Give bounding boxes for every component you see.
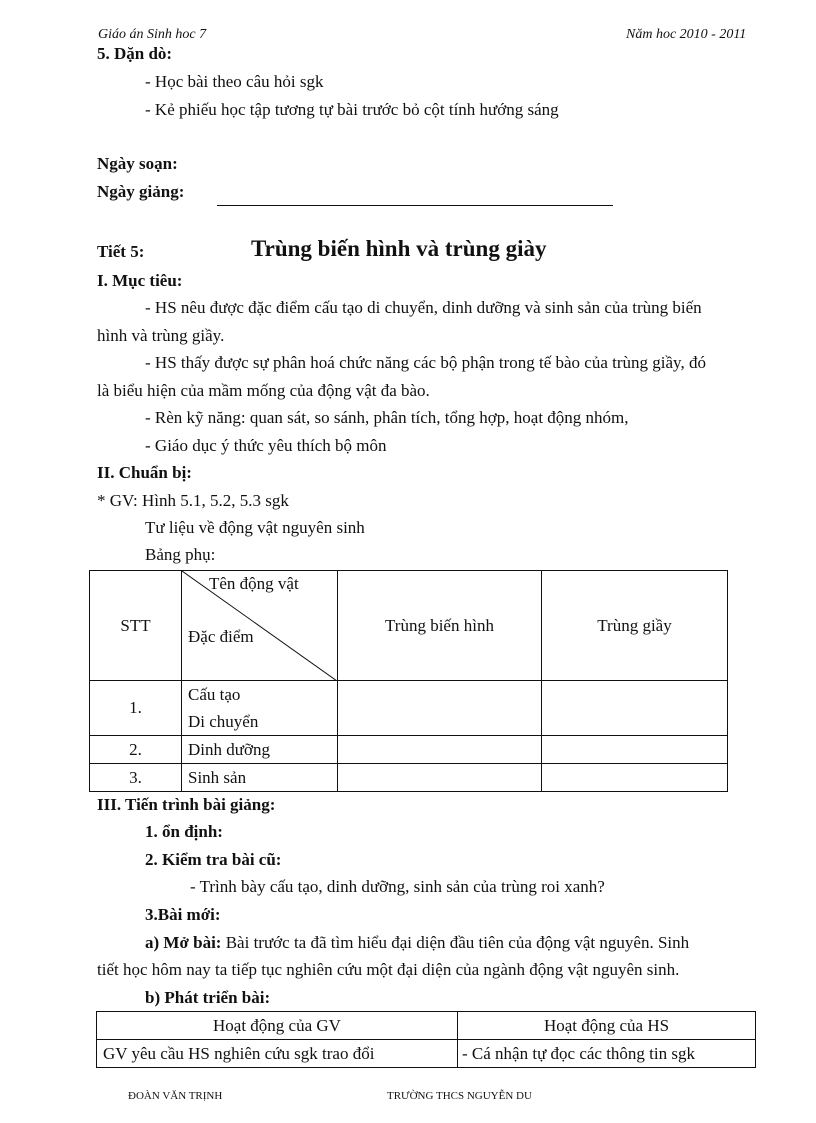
row-number: 3. <box>90 764 182 792</box>
diagonal-header-cell <box>182 571 338 681</box>
muc-tieu-line-2: - HS thấy được sự phân hoá chức năng các bộ phận trong tế bào của trùng giầy, đó <box>145 353 706 372</box>
col-trung-bien-hinh: Trùng biến hình <box>338 571 542 681</box>
empty-cell <box>542 736 728 764</box>
comparison-table <box>89 570 728 792</box>
phat-trien: b) Phát triển bài: <box>145 988 271 1007</box>
kiem-tra-item: - Trình bày cấu tạo, dinh dưỡng, sinh sản của trùng roi xanh? <box>190 877 605 896</box>
table-row <box>90 736 728 764</box>
table-row <box>90 764 728 792</box>
muc-tieu-line-4: - Giáo dục ý thức yêu thích bộ môn <box>145 436 387 455</box>
row-feature-b: Di chuyển <box>188 712 259 731</box>
muc-tieu-heading: I. Mục tiêu: <box>97 271 183 290</box>
chuan-bi-bang-phu: Bảng phụ: <box>145 545 216 564</box>
header-right: Năm hoc 2010 - 2011 <box>626 27 747 42</box>
empty-cell <box>542 764 728 792</box>
muc-tieu-line-1b: hình và trùng giầy. <box>97 326 225 345</box>
mo-bai-text-2: tiết học hôm nay ta tiếp tục nghiên cứu một đại diện của ngành động vật nguyên sinh. <box>97 960 680 979</box>
table-row <box>90 681 728 736</box>
chuan-bi-gv: * GV: Hình 5.1, 5.2, 5.3 sgk <box>97 491 289 510</box>
head-hs: Hoạt động của HS <box>458 1012 756 1040</box>
lesson-title: Trùng biến hình và trùng giày <box>251 236 547 261</box>
ngay-soan-label: Ngày soạn: <box>97 154 178 173</box>
bai-moi: 3.Bài mới: <box>145 905 221 924</box>
empty-cell <box>542 681 728 736</box>
dan-do-heading: 5. Dặn dò: <box>97 44 173 63</box>
empty-cell <box>338 736 542 764</box>
ngay-giang-label: Ngày giảng: <box>97 182 185 201</box>
diag-bottom-label: Đặc điểm <box>188 627 254 646</box>
dan-do-item-2: - Kẻ phiếu học tập tương tự bài trước bỏ cột tính hướng sáng <box>145 100 559 119</box>
chuan-bi-tu-lieu: Tư liệu về động vật nguyên sinh <box>145 518 365 537</box>
mo-bai-text: Bài trước ta đã tìm hiểu đại diện đầu tiên của động vật nguyên. Sinh <box>221 933 690 952</box>
lesson-number: Tiết 5: <box>97 242 145 261</box>
diag-top-label: Tên động vật <box>209 574 299 593</box>
dan-do-item-1: - Học bài theo câu hỏi sgk <box>145 72 324 91</box>
col-trung-giay: Trùng giầy <box>542 571 728 681</box>
head-gv: Hoạt động của GV <box>97 1012 458 1040</box>
empty-cell <box>338 764 542 792</box>
row-hs: - Cá nhận tự đọc các thông tin sgk <box>458 1040 756 1068</box>
tien-trinh-heading: III. Tiến trình bài giảng: <box>97 795 276 814</box>
muc-tieu-line-1: - HS nêu được đặc điểm cấu tạo di chuyển, dinh dưỡng và sinh sản của trùng biến <box>145 298 702 317</box>
on-dinh: 1. ổn định: <box>145 822 223 841</box>
ngay-giang-blank-line <box>217 205 613 206</box>
row-number: 1. <box>90 681 182 736</box>
footer-center: TRƯỜNG THCS NGUYỄN DU <box>387 1090 532 1102</box>
mo-bai-label: a) Mở bài: <box>145 933 222 952</box>
chuan-bi-heading: II. Chuẩn bị: <box>97 463 192 482</box>
row-feature <box>182 681 338 736</box>
footer-left: ĐOÀN VĂN TRỊNH <box>128 1090 223 1102</box>
row-feature: Sinh sản <box>182 764 338 792</box>
muc-tieu-line-2b: là biểu hiện của mầm mống của động vật đa bào. <box>97 381 430 400</box>
row-feature-a: Cấu tạo <box>188 685 241 704</box>
activity-table <box>96 1011 756 1068</box>
empty-cell <box>338 681 542 736</box>
stt-header: STT <box>90 571 182 681</box>
kiem-tra: 2. Kiểm tra bài cũ: <box>145 850 282 869</box>
header-left: Giáo án Sinh hoc 7 <box>98 27 207 42</box>
row-gv: GV yêu cầu HS nghiên cứu sgk trao đổi <box>97 1040 458 1068</box>
row-feature: Dinh dưỡng <box>182 736 338 764</box>
row-number: 2. <box>90 736 182 764</box>
mo-bai <box>145 933 689 953</box>
muc-tieu-line-3: - Rèn kỹ năng: quan sát, so sánh, phân tích, tổng hợp, hoạt động nhóm, <box>145 408 629 427</box>
